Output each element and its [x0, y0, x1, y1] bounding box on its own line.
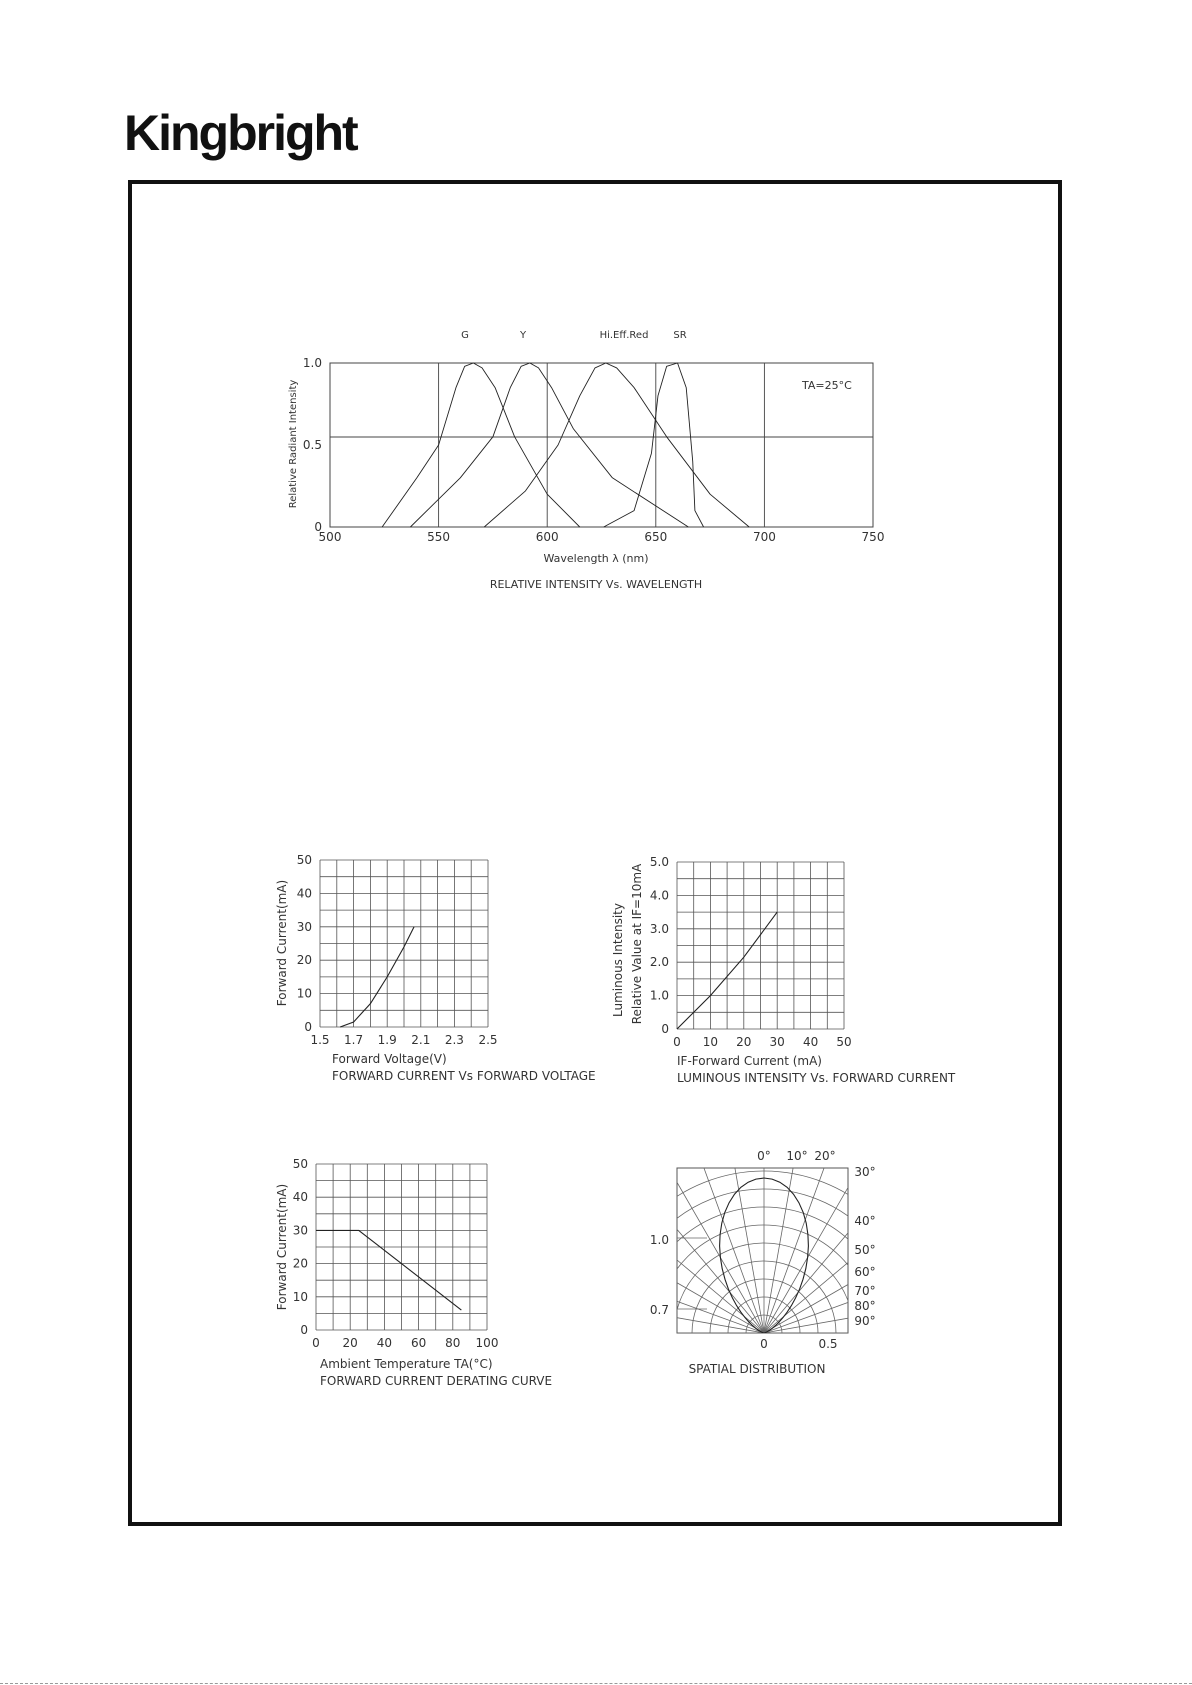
y-tick-label: 30: [292, 1223, 308, 1238]
spectrum-title: RELATIVE INTENSITY Vs. WAVELENGTH: [489, 578, 703, 591]
angle-label: 0°: [757, 1149, 771, 1163]
series-name-label: G: [461, 330, 469, 341]
derating-title: FORWARD CURRENT DERATING CURVE: [320, 1374, 553, 1388]
angle-label: 60°: [854, 1265, 876, 1279]
x-tick-label: 750: [861, 530, 885, 544]
spectrum-ylabel: Relative Radiant Intensity: [288, 379, 299, 509]
bottom-scale-label: 0.5: [818, 1337, 838, 1351]
iv-plot: [297, 853, 498, 1047]
y-tick-label: 30: [296, 919, 312, 934]
x-tick-label: 700: [752, 530, 776, 544]
x-tick-label: 0: [673, 1035, 681, 1049]
iv-ylabel: Forward Current(mA): [275, 879, 289, 1007]
x-tick-label: 100: [475, 1336, 499, 1350]
derating-xlabel: Ambient Temperature TA(°C): [320, 1357, 493, 1371]
spatial-inner: [504, 1073, 1024, 1495]
y-tick-label: 0: [314, 520, 322, 534]
y-tick-label: 20: [292, 1256, 308, 1271]
lum-title: LUMINOUS INTENSITY Vs. FORWARD CURRENT: [677, 1071, 956, 1085]
y-tick-label: 40: [292, 1190, 308, 1205]
angle-label: 40°: [854, 1214, 876, 1228]
series-line: [410, 363, 688, 527]
spatial-title: SPATIAL DISTRIBUTION: [688, 1362, 826, 1376]
series-name-label: Y: [519, 330, 527, 341]
y-tick-label: 4.0: [649, 888, 669, 903]
angle-label: 80°: [854, 1299, 876, 1313]
y-tick-label: 2.0: [649, 955, 669, 970]
x-tick-label: 600: [535, 530, 559, 544]
y-tick-label: 0: [304, 1020, 312, 1034]
x-tick-label: 80: [445, 1336, 461, 1350]
angle-label: 90°: [854, 1314, 876, 1328]
derating-plot: [293, 1157, 499, 1350]
iv-xlabel: Forward Voltage(V): [332, 1052, 447, 1066]
x-tick-label: 40: [376, 1336, 393, 1350]
y-tick-label: 10: [292, 1289, 308, 1304]
y-tick-label: 5.0: [649, 855, 669, 869]
y-tick-label: 1.0: [649, 988, 669, 1003]
x-tick-label: 2.5: [478, 1033, 498, 1047]
x-tick-label: 500: [318, 530, 342, 544]
y-tick-label: 50: [296, 853, 312, 867]
spectrum-annotation: TA=25°C: [802, 379, 852, 392]
angle-label: 10°: [786, 1149, 808, 1163]
y-tick-label: 0.5: [302, 438, 322, 452]
x-tick-label: 650: [644, 530, 668, 544]
series-line: [382, 363, 580, 527]
lum-ylabel: Luminous Intensity: [611, 903, 625, 1017]
x-tick-label: 550: [427, 530, 451, 544]
x-tick-label: 50: [836, 1035, 852, 1049]
series-line: [604, 363, 704, 527]
polar-radial-line: [520, 1244, 764, 1333]
y-tick-label: 1.0: [302, 356, 322, 370]
left-scale-label: 0.7: [649, 1303, 669, 1317]
angle-label: 30°: [854, 1165, 876, 1179]
spectrum-xlabel: Wavelength λ (nm): [543, 552, 649, 565]
x-tick-label: 20: [736, 1035, 752, 1049]
x-tick-label: 1.5: [310, 1033, 330, 1047]
angle-label: 70°: [854, 1284, 876, 1298]
iv-title: FORWARD CURRENT Vs FORWARD VOLTAGE: [332, 1069, 596, 1083]
derating-ylabel: Forward Current(mA): [275, 1183, 289, 1311]
series-line: [484, 363, 749, 527]
bottom-scale-label: 0: [760, 1337, 768, 1351]
polar-radial-line: [764, 1244, 1008, 1333]
x-tick-label: 40: [802, 1035, 819, 1049]
x-tick-label: 1.9: [377, 1033, 397, 1047]
series-name-label: Hi.Eff.Red: [599, 330, 649, 341]
left-scale-label: 1.0: [649, 1233, 669, 1247]
spectrum-frame: [330, 363, 873, 527]
y-tick-label: 50: [292, 1157, 308, 1171]
x-tick-label: 1.7: [344, 1033, 364, 1047]
y-tick-label: 0: [300, 1323, 308, 1337]
y-tick-label: 0: [661, 1022, 669, 1036]
lum-xlabel: IF-Forward Current (mA): [677, 1054, 822, 1068]
y-tick-label: 10: [296, 986, 312, 1001]
spatial-frame: [677, 1168, 848, 1333]
x-tick-label: 10: [702, 1035, 719, 1049]
polar-radial-line: [764, 1203, 989, 1333]
lum-ylabel2: Relative Value at IF=10mA: [630, 863, 644, 1025]
y-tick-label: 3.0: [649, 921, 669, 936]
kingbright-logo: Kingbright: [124, 105, 357, 161]
spatial-plot: [504, 1073, 1024, 1495]
page-bottom-rule: [0, 1683, 1192, 1684]
y-tick-label: 20: [296, 953, 312, 968]
polar-radial-line: [597, 1134, 764, 1333]
y-tick-label: 40: [296, 886, 312, 901]
x-tick-label: 20: [342, 1336, 358, 1350]
series-name-label: SR: [673, 330, 687, 341]
series-line: [316, 1230, 461, 1310]
angle-label: 20°: [814, 1149, 836, 1163]
x-tick-label: 2.3: [444, 1033, 464, 1047]
x-tick-label: 2.1: [411, 1033, 431, 1047]
spectrum-plot: [303, 330, 885, 544]
x-tick-label: 0: [312, 1336, 320, 1350]
x-tick-label: 30: [769, 1035, 785, 1049]
lum-plot: [650, 855, 852, 1049]
angle-label: 50°: [854, 1243, 876, 1257]
x-tick-label: 60: [410, 1336, 427, 1350]
